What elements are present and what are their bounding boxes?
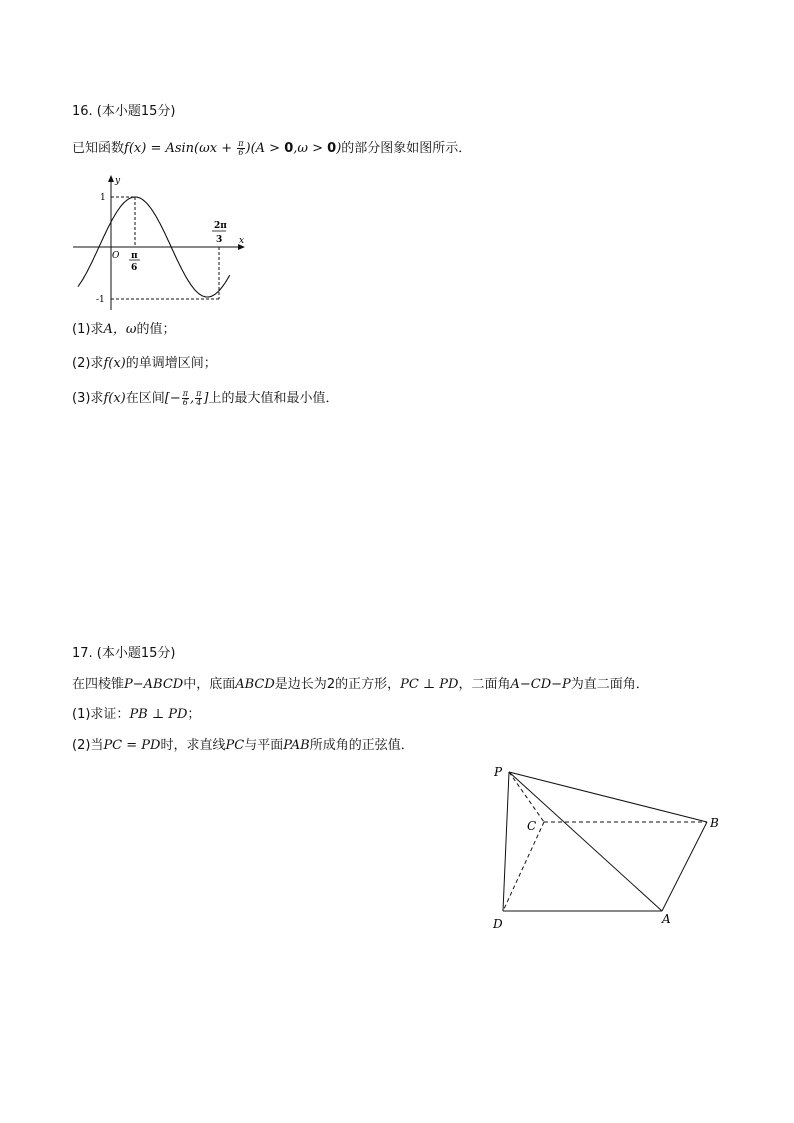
q17-side-length: 2 — [326, 677, 336, 692]
q17-part2-math: PC = PD — [103, 738, 161, 753]
q16-cond-close: ) — [336, 141, 342, 156]
q16-part2-num: (2) — [72, 356, 91, 371]
q16-part3-pre: 求 — [90, 391, 104, 406]
q16-eq-close: ) — [245, 141, 251, 156]
q16-title: 16. (本小题15分) — [72, 104, 176, 119]
q16-part1-pre: 求 — [90, 322, 104, 337]
q16-stem-post: 的部分图象如图所示． — [341, 141, 472, 156]
graph-tick-one: 1 — [100, 193, 106, 203]
q16-interval-open: [− — [164, 391, 181, 406]
q16-interval-comma: , — [189, 391, 195, 406]
q16-cond-mid: ,ω > — [293, 141, 328, 156]
edge-CD-hidden — [503, 822, 544, 911]
q16-pi-over-6: $\frac{\pi}{6}$ — [238, 139, 244, 157]
q16-part2-pre: 求 — [90, 356, 104, 371]
q17-dihedral: A−CD−P — [510, 677, 571, 692]
label-B: B — [710, 816, 719, 830]
q17-part1-post: ； — [187, 707, 201, 722]
q17-title: 17. (本小题15分) — [72, 646, 176, 661]
q17-part2-pre: 当 — [90, 738, 104, 753]
q16-part3-math: f(x) — [103, 391, 126, 406]
q17-part2-num: (2) — [72, 738, 91, 753]
graph-y-arrow — [108, 175, 114, 182]
graph-pi6-den: 6 — [131, 263, 138, 273]
edge-AB — [662, 822, 707, 911]
q16-interval-pi-over-6: $\frac{\pi}{6}$ — [182, 389, 188, 407]
graph-2pi3-num: 2π — [214, 221, 227, 231]
q17-part1-pre: 求证： — [90, 707, 130, 722]
q16-cond-open: (A > — [250, 141, 285, 156]
graph-y-label: y — [115, 176, 121, 186]
q17-pyramid-figure — [488, 760, 728, 935]
q16-part1-math: A，ω — [103, 322, 137, 337]
label-A: A — [662, 912, 671, 926]
edge-PA — [509, 772, 662, 911]
q17-base: ABCD — [235, 677, 275, 692]
q17-stem-mid2: 是边长为 — [274, 677, 327, 692]
graph-origin-label: O — [112, 251, 120, 261]
label-C: C — [527, 819, 537, 833]
graph-x-label: x — [239, 236, 245, 246]
q16-graph — [68, 172, 248, 312]
q17-part2-line: PC — [225, 738, 245, 753]
q16-cond-zero-b: 0 — [327, 141, 337, 156]
q16-part3-mid: 在区间 — [125, 391, 165, 406]
q17-perpendicular: PC ⊥ PD — [400, 677, 459, 692]
q16-part1-post: 的值； — [136, 322, 176, 337]
q17-part2-post: 所成角的正弦值． — [309, 738, 414, 753]
q16-part2-post: 的单调增区间； — [125, 356, 217, 371]
q16-part2-math: f(x) — [103, 356, 126, 371]
q17-stem-post: 为直二面角． — [570, 677, 649, 692]
q17-stem-mid3: 的正方形， — [335, 677, 401, 692]
q17-stem-pre: 在四棱锥 — [72, 677, 125, 692]
edge-PD — [503, 772, 509, 911]
q16-stem-pre: 已知函数 — [72, 141, 125, 156]
q17-part1-math: PB ⊥ PD — [129, 707, 188, 722]
graph-tick-neg-one: -1 — [96, 295, 105, 305]
q16-part2 — [72, 355, 217, 373]
q16-interval-pi-over-4: $\frac{\pi}{4}$ — [196, 389, 202, 407]
graph-pi6-num: π — [131, 251, 138, 261]
q16-eq-lead: = Asin(ωx + — [146, 141, 237, 156]
q17-part2-mid1: 时，求直线 — [160, 738, 226, 753]
q17-part2-plane: PAB — [283, 738, 310, 753]
q17-stem-mid4: ，二面角 — [458, 677, 511, 692]
q16-part3 — [72, 390, 338, 408]
q16-part1 — [72, 321, 175, 339]
q17-part2 — [72, 737, 414, 755]
q17-part1 — [72, 706, 200, 724]
label-D: D — [493, 917, 503, 931]
q16-part3-num: (3) — [72, 391, 91, 406]
q17-part1-num: (1) — [72, 707, 91, 722]
q16-cond-zero-a: 0 — [284, 141, 294, 156]
q17-part2-mid2: 与平面 — [244, 738, 284, 753]
q16-func-name: f(x) — [124, 141, 147, 156]
q16-stem — [72, 140, 471, 158]
q17-stem-mid1: 中，底面 — [183, 677, 236, 692]
q17-stem — [72, 676, 649, 694]
q16-part3-post: 上的最大值和最小值． — [208, 391, 339, 406]
q16-part1-num: (1) — [72, 322, 91, 337]
q17-pyramid: P−ABCD — [124, 677, 184, 692]
graph-2pi3-den: 3 — [216, 235, 223, 245]
label-P: P — [494, 765, 503, 779]
q16-interval-close: ] — [203, 391, 209, 406]
